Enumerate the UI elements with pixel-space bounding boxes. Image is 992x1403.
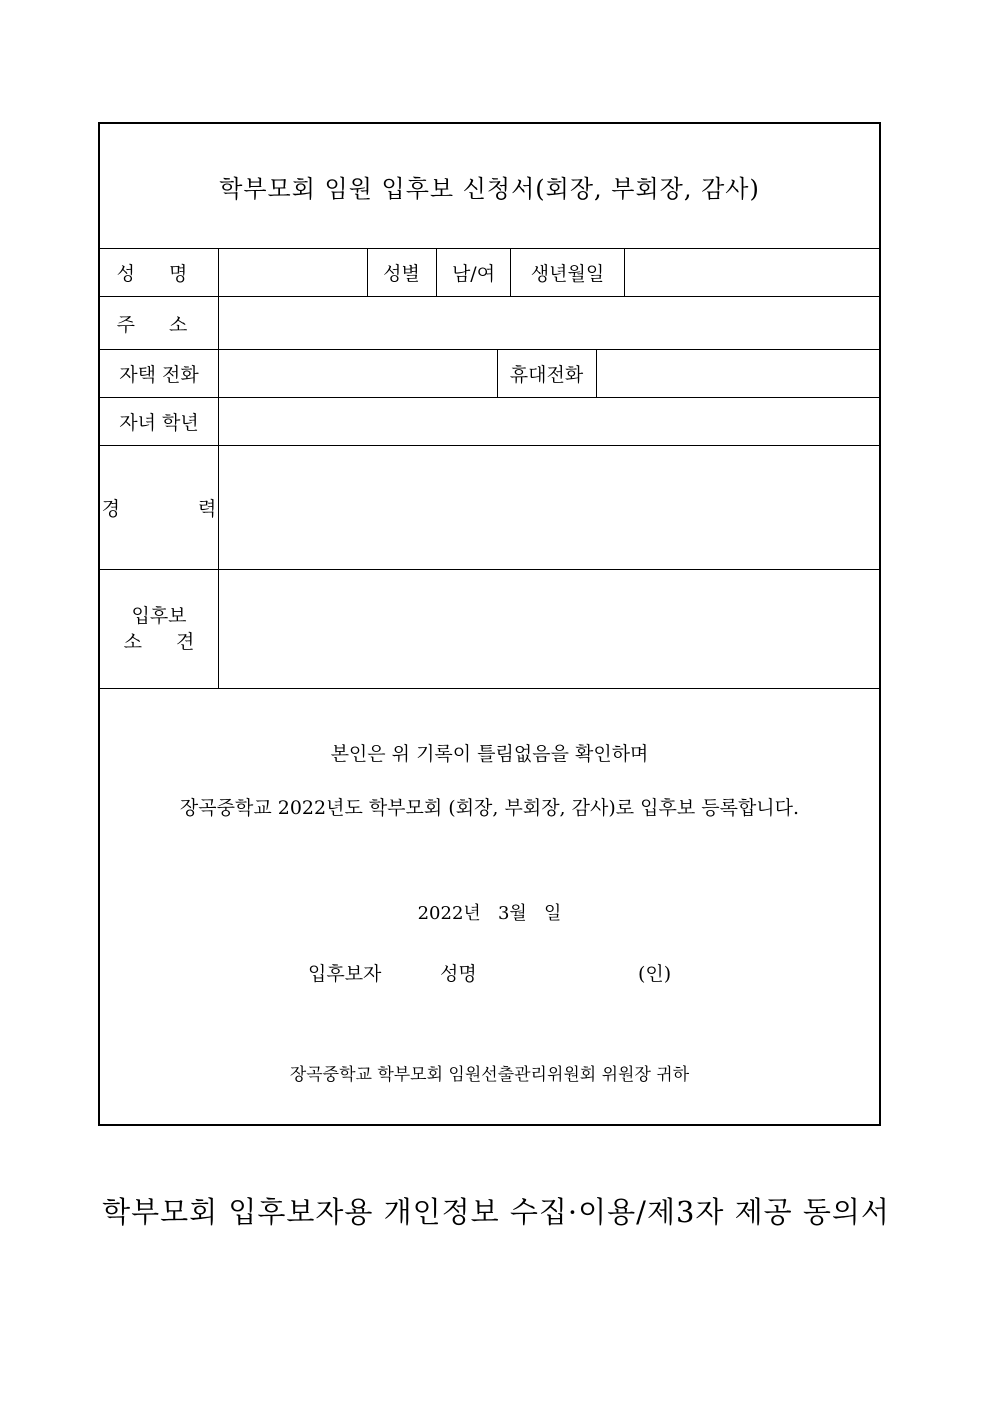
home-phone-field[interactable]: [219, 350, 498, 397]
name-field[interactable]: [219, 248, 368, 296]
application-form: [98, 122, 881, 1126]
signature-line: [100, 959, 879, 985]
opinion-row: [100, 570, 879, 689]
statement-line-1: 본인은 위 기록이 틀림없음을 확인하며: [330, 743, 649, 765]
statement-line-2: 장곡중학교 2022년도 학부모회 (회장, 부회장, 감사)로 입후보 등록합니다.: [179, 797, 800, 819]
signer-name-field[interactable]: [480, 959, 630, 983]
birth-label: 생년월일: [511, 248, 625, 296]
name-row: [100, 248, 879, 297]
child-grade-field[interactable]: [219, 398, 879, 445]
mobile-field[interactable]: [597, 350, 879, 397]
name-label: 성 명: [100, 248, 219, 296]
address-field[interactable]: [219, 297, 879, 349]
phone-row: [100, 350, 879, 398]
home-phone-label: 자택 전화: [100, 350, 219, 397]
career-row: [100, 446, 879, 570]
statement-date: 2022년 3월 일: [417, 903, 562, 924]
career-field[interactable]: [219, 446, 879, 569]
signer-label: 입후보자: [308, 963, 382, 985]
career-label: 경 력: [100, 446, 219, 569]
mobile-label: 휴대전화: [497, 350, 597, 397]
gender-field[interactable]: 남/여: [437, 248, 511, 296]
seal-mark: (인): [638, 963, 672, 985]
gender-label: 성별: [367, 248, 437, 296]
address-label: 주 소: [100, 297, 219, 349]
consent-form-title: 학부모회 입후보자용 개인정보 수집·이용/제3자 제공 동의서: [102, 1195, 890, 1229]
child-grade-label: 자녀 학년: [100, 398, 219, 445]
birth-field[interactable]: [625, 248, 879, 296]
opinion-field[interactable]: [219, 570, 879, 688]
signer-name-label: 성명: [440, 963, 477, 985]
form-title: 학부모회 임원 입후보 신청서(회장, 부회장, 감사): [100, 124, 879, 249]
opinion-label: 입후보 소 견: [100, 570, 219, 688]
recipient-line: 장곡중학교 학부모회 임원선출관리위원회 위원장 귀하: [289, 1065, 690, 1085]
child-grade-row: [100, 398, 879, 446]
address-row: [100, 297, 879, 350]
